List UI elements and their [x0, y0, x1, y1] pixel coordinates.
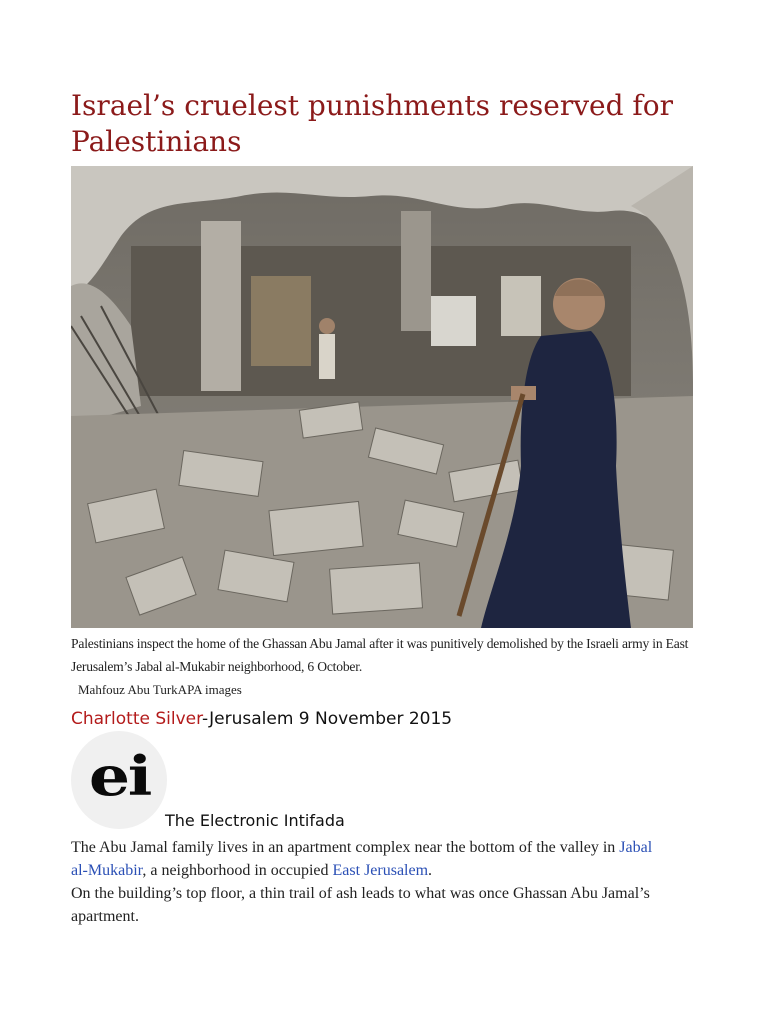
- article-paragraph: [71, 836, 671, 882]
- article-paragraph: On the building’s top floor, a thin trail of ash leads to what was once Ghassan Abu Jamal’s apartment.: [71, 885, 650, 925]
- ei-logo: [71, 731, 167, 829]
- paragraph-text: , a neighborhood in occupied: [142, 862, 333, 879]
- article-headline: Israel’s cruelest punishments reserved for Palestinians: [71, 89, 674, 158]
- byline-separator: -: [202, 709, 210, 729]
- paragraph-text: .: [428, 862, 433, 879]
- author-link[interactable]: Charlotte Silver: [71, 709, 203, 729]
- paragraph-text: The Abu Jamal family lives in an apartment complex near the bottom of the valley in: [71, 839, 620, 856]
- demolished-home-photo: [71, 166, 693, 628]
- photo-caption: Palestinians inspect the home of the Ghassan Abu Jamal after it was punitively demolished by the Israeli army in East Jerusalem’s Jabal al-Mukabir neighborhood, 6 October.: [71, 636, 689, 674]
- photo-credit: Mahfouz Abu TurkAPA images: [78, 682, 242, 697]
- east-jerusalem-link[interactable]: East Jerusalem: [332, 862, 429, 879]
- jabal-al-mukabir-link[interactable]: Jabal al-Mukabir: [71, 839, 653, 879]
- publication-name: The Electronic Intifada: [165, 811, 345, 830]
- ei-logo-text: ei: [88, 744, 150, 808]
- byline: [71, 709, 452, 729]
- byline-location-date: Jerusalem 9 November 2015: [209, 709, 453, 729]
